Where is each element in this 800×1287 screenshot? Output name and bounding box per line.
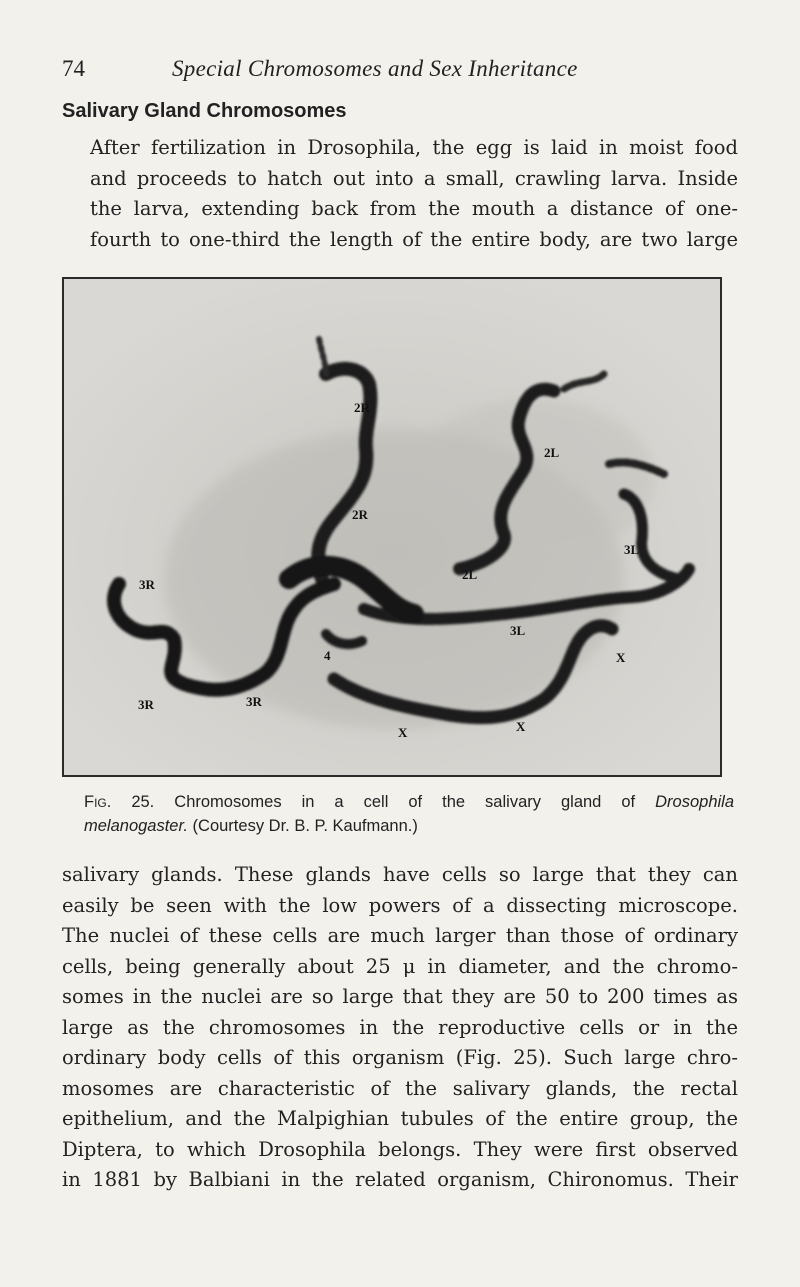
section-heading: Salivary Gland Chromosomes xyxy=(62,100,347,122)
text-line: and proceeds to hatch out into a small, crawling larva. Inside xyxy=(90,166,738,190)
label-3r-bottom-left: 3R xyxy=(138,697,154,712)
text-line: mosomes are characteristic of the salivary glands, the rectal xyxy=(62,1076,738,1100)
figure-caption xyxy=(84,790,734,838)
paragraph-2 xyxy=(62,860,738,1196)
caption-epithet: melanogaster. xyxy=(84,817,188,835)
label-x-right: X xyxy=(616,650,626,665)
label-chromosome-4: 4 xyxy=(324,648,331,663)
text-line: salivary glands. These glands have cells so large that they can xyxy=(62,863,738,886)
label-2l-mid: 2L xyxy=(462,567,478,582)
label-3l-mid: 3L xyxy=(510,623,526,638)
micrograph-svg xyxy=(64,279,720,775)
figure-label: Fig. 25. xyxy=(84,793,155,811)
caption-credit: (Courtesy Dr. B. P. Kaufmann.) xyxy=(192,817,418,835)
caption-line xyxy=(84,790,734,814)
text-line: After fertilization in Drosophila, the egg is laid in moist food xyxy=(90,136,738,159)
text-line: Diptera, to which Drosophila belongs. They were first observed xyxy=(62,1137,738,1161)
text-line: in 1881 by Balbiani in the related organism, Chironomus. Their xyxy=(62,1168,738,1191)
text-line: cells, being generally about 25 μ in diameter, and the chromo- xyxy=(62,954,738,978)
paragraph-1 xyxy=(62,133,738,255)
text-line: the larva, extending back from the mouth a distance of one- xyxy=(90,197,738,220)
nucleus-haze xyxy=(414,399,654,559)
caption-line2 xyxy=(84,817,418,835)
caption-text: Chromosomes in a cell of the salivary gland of xyxy=(174,793,636,811)
text-line: easily be seen with the low powers of a dissecting microscope. xyxy=(62,893,738,917)
label-x-bottom: X xyxy=(398,725,408,740)
caption-genus: Drosophila xyxy=(655,793,735,811)
label-3r-left: 3R xyxy=(139,577,155,592)
running-title: Special Chromosomes and Sex Inheritance xyxy=(172,56,578,81)
page-number: 74 xyxy=(62,56,85,81)
text-line: somes in the nuclei are so large that they are 50 to 200 times as xyxy=(62,985,738,1008)
label-x-bottom-right: X xyxy=(516,719,526,734)
label-2r-mid: 2R xyxy=(352,507,368,522)
text-line: ordinary body cells of this organism (Fig. 25). Such large chro- xyxy=(62,1046,738,1069)
text-line: fourth to one-third the length of the entire body, are two large xyxy=(90,227,738,251)
chromosome-micrograph xyxy=(62,277,722,777)
text-line: large as the chromosomes in the reproductive cells or in the xyxy=(62,1015,738,1039)
label-3r-bottom: 3R xyxy=(246,694,262,709)
label-3l-right: 3L xyxy=(624,542,640,557)
label-2l-top: 2L xyxy=(544,445,560,460)
text-line: epithelium, and the Malpighian tubules of the entire group, the xyxy=(62,1107,738,1130)
text-line: The nuclei of these cells are much larger than those of ordinary xyxy=(62,924,738,947)
label-2r-top: 2R xyxy=(354,400,370,415)
